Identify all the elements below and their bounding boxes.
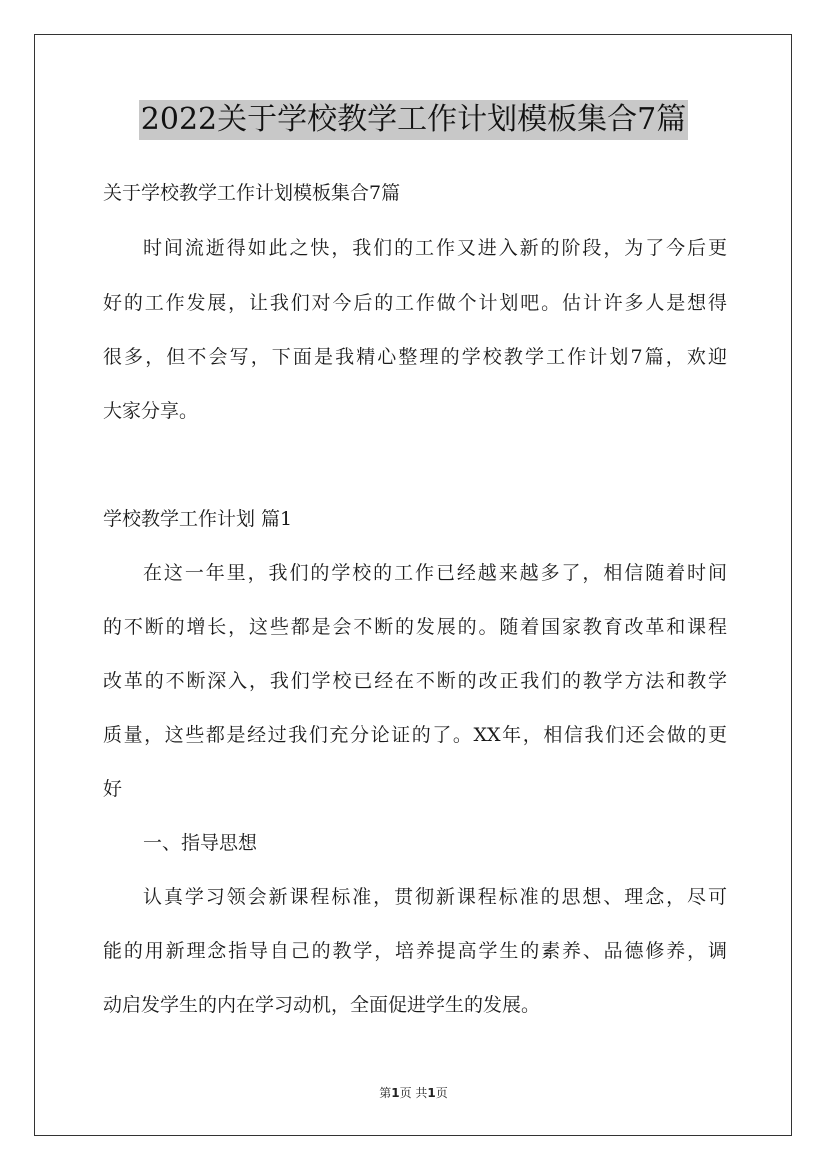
- footer-mid: 页 共: [399, 1086, 428, 1100]
- section-para-line: 的不断的增长，这些都是会不断的发展的。随着国家教育改革和课程: [103, 616, 727, 638]
- footer-suffix: 页: [435, 1086, 448, 1100]
- page-footer: [0, 1084, 827, 1101]
- title-block: [0, 100, 827, 140]
- section-para-line: 质量，这些都是经过我们充分论证的了。XX年，相信我们还会做的更: [103, 724, 727, 746]
- intro-line: 时间流逝得如此之快，我们的工作又进入新的阶段，为了今后更: [143, 237, 727, 259]
- section-heading: 学校教学工作计划 篇1: [103, 508, 293, 530]
- sub-heading: 一、指导思想: [143, 832, 258, 854]
- section-para-line: 改革的不断深入，我们学校已经在不断的改正我们的教学方法和教学: [103, 670, 727, 692]
- guide-para-line: 动启发学生的内在学习动机，全面促进学生的发展。: [103, 994, 541, 1016]
- footer-total-pages: 1: [427, 1086, 436, 1100]
- section-para-line: 好: [103, 778, 123, 800]
- intro-line: 大家分享。: [103, 400, 199, 422]
- section-para-line: 在这一年里，我们的学校的工作已经越来越多了，相信随着时间: [143, 562, 727, 584]
- guide-para-line: 能的用新理念指导自己的教学，培养提高学生的素养、品德修养，调: [103, 940, 727, 962]
- footer-prefix: 第: [379, 1086, 392, 1100]
- intro-line: 好的工作发展，让我们对今后的工作做个计划吧。估计许多人是想得: [103, 292, 727, 314]
- document-title: 2022关于学校教学工作计划模板集合7篇: [139, 100, 688, 140]
- footer-page-number: 1: [391, 1086, 400, 1100]
- document-subtitle: 关于学校教学工作计划模板集合7篇: [103, 182, 401, 204]
- guide-para-line: 认真学习领会新课程标准，贯彻新课程标准的思想、理念，尽可: [143, 886, 727, 908]
- intro-line: 很多，但不会写，下面是我精心整理的学校教学工作计划7篇，欢迎: [103, 346, 727, 368]
